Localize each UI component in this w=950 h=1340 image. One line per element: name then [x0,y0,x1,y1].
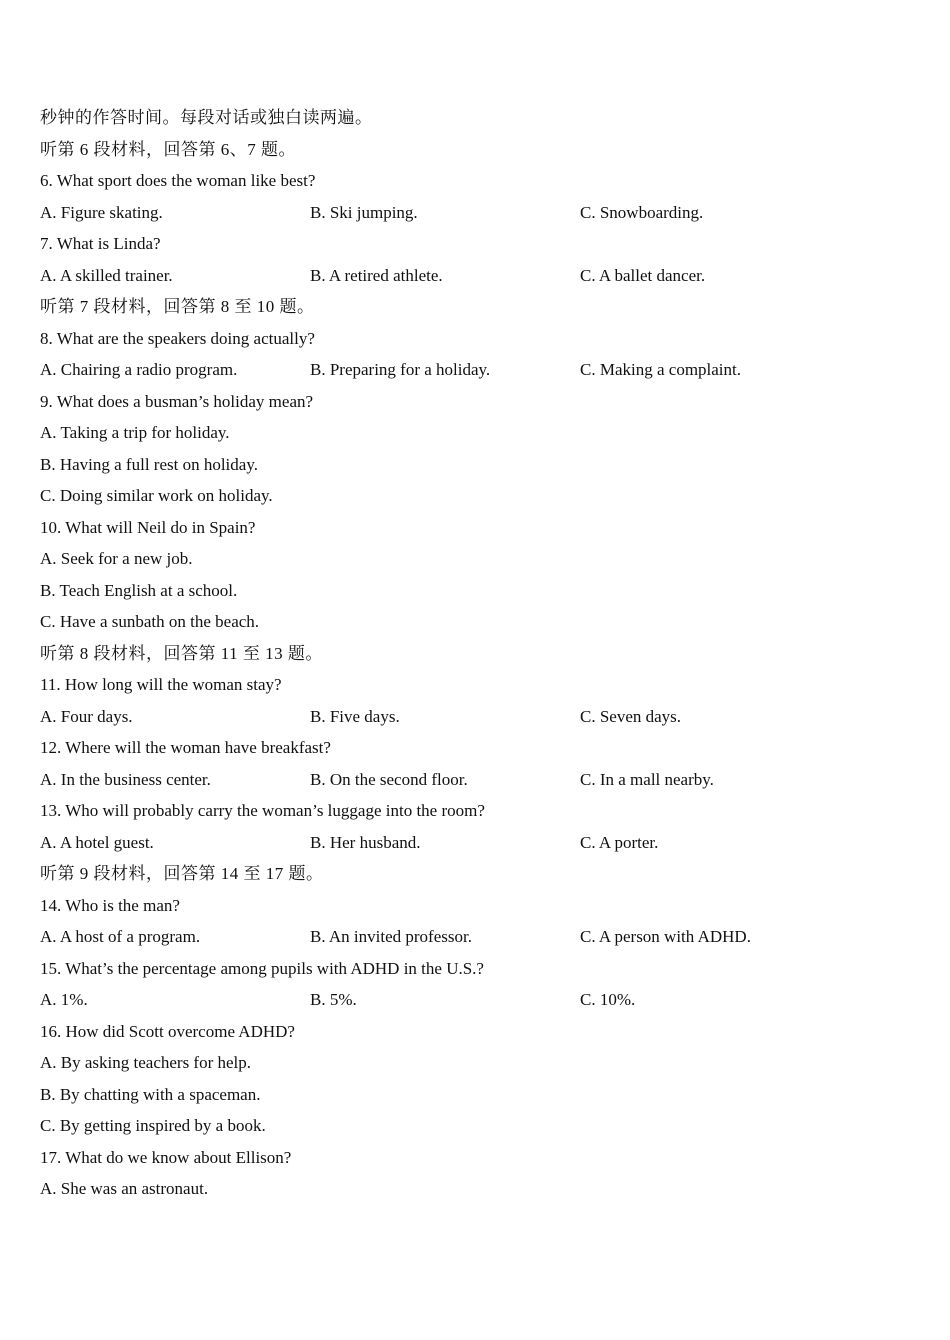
option-row [40,260,920,292]
question-text: 10. What will Neil do in Spain? [40,517,256,537]
question-text: 7. What is Linda? [40,234,161,253]
answer-option-a: A. 1%. [40,990,88,1009]
option-row [40,354,920,386]
answer-option-a: A. A skilled trainer. [40,265,173,285]
answer-option-a: A. Four days. [40,706,133,726]
answer-option-b: B. An invited professor. [310,927,472,946]
answer-option-a: A. A host of a program. [40,927,201,946]
question-text: 15. What’s the percentage among pupils with ADHD in the U.S.? [40,958,484,978]
answer-option: C. Have a sunbath on the beach. [40,612,260,631]
option-row [40,701,920,733]
option-row [40,197,920,229]
question-text: 11. How long will the woman stay? [40,675,282,694]
question-text: 6. What sport does the woman like best? [40,171,316,190]
answer-option: C. Doing similar work on holiday. [40,486,273,505]
answer-option: B. Having a full rest on holiday. [40,454,258,474]
section-heading: 听第 9 段材料，回答第 14 至 17 题。 [40,864,324,883]
answer-option: A. By asking teachers for help. [40,1053,252,1072]
answer-option-b: B. 5%. [310,990,357,1009]
instruction-text: 秒钟的作答时间。每段对话或独白读两遍。 [40,108,373,127]
answer-option-c: C. 10%. [580,990,636,1009]
answer-option-a: A. In the business center. [40,769,211,789]
question-text: 12. Where will the woman have breakfast? [40,738,331,757]
document-page [40,102,920,1205]
question-text: 16. How did Scott overcome ADHD? [40,1021,295,1041]
answer-option-c: C. In a mall nearby. [580,769,714,789]
answer-option-b: B. Her husband. [310,832,421,852]
answer-option-a: A. Chairing a radio program. [40,360,238,379]
option-row [40,827,920,859]
answer-option-c: C. Making a complaint. [580,360,742,379]
answer-option-a: A. A hotel guest. [40,832,154,852]
question-text: 14. Who is the man? [40,895,180,915]
answer-option: A. She was an astronaut. [40,1179,209,1198]
answer-option-b: B. Five days. [310,706,400,726]
answer-option-c: C. Snowboarding. [580,202,704,222]
answer-option-b: B. A retired athlete. [310,265,443,285]
answer-option-c: C. Seven days. [580,706,682,726]
option-row [40,984,920,1016]
question-text: 8. What are the speakers doing actually? [40,328,315,348]
answer-option: C. By getting inspired by a book. [40,1116,266,1135]
section-heading: 听第 6 段材料，回答第 6、7 题。 [40,139,296,159]
answer-option-b: B. Preparing for a holiday. [310,360,491,379]
answer-option: A. Seek for a new job. [40,549,193,568]
option-row [40,921,920,953]
answer-option-c: C. A porter. [580,832,659,852]
section-heading: 听第 8 段材料，回答第 11 至 13 题。 [40,643,323,663]
question-text: 17. What do we know about Ellison? [40,1147,292,1167]
question-text: 9. What does a busman’s holiday mean? [40,391,314,411]
answer-option: B. Teach English at a school. [40,580,238,600]
option-row [40,764,920,796]
answer-option-a: A. Figure skating. [40,202,163,222]
answer-option: A. Taking a trip for holiday. [40,423,230,442]
section-heading: 听第 7 段材料，回答第 8 至 10 题。 [40,297,315,316]
answer-option-b: B. On the second floor. [310,769,468,789]
answer-option-c: C. A person with ADHD. [580,927,751,946]
question-list [40,134,920,1205]
answer-option-c: C. A ballet dancer. [580,265,706,285]
question-text: 13. Who will probably carry the woman’s luggage into the room? [40,801,485,820]
answer-option-b: B. Ski jumping. [310,202,418,222]
answer-option: B. By chatting with a spaceman. [40,1084,261,1104]
